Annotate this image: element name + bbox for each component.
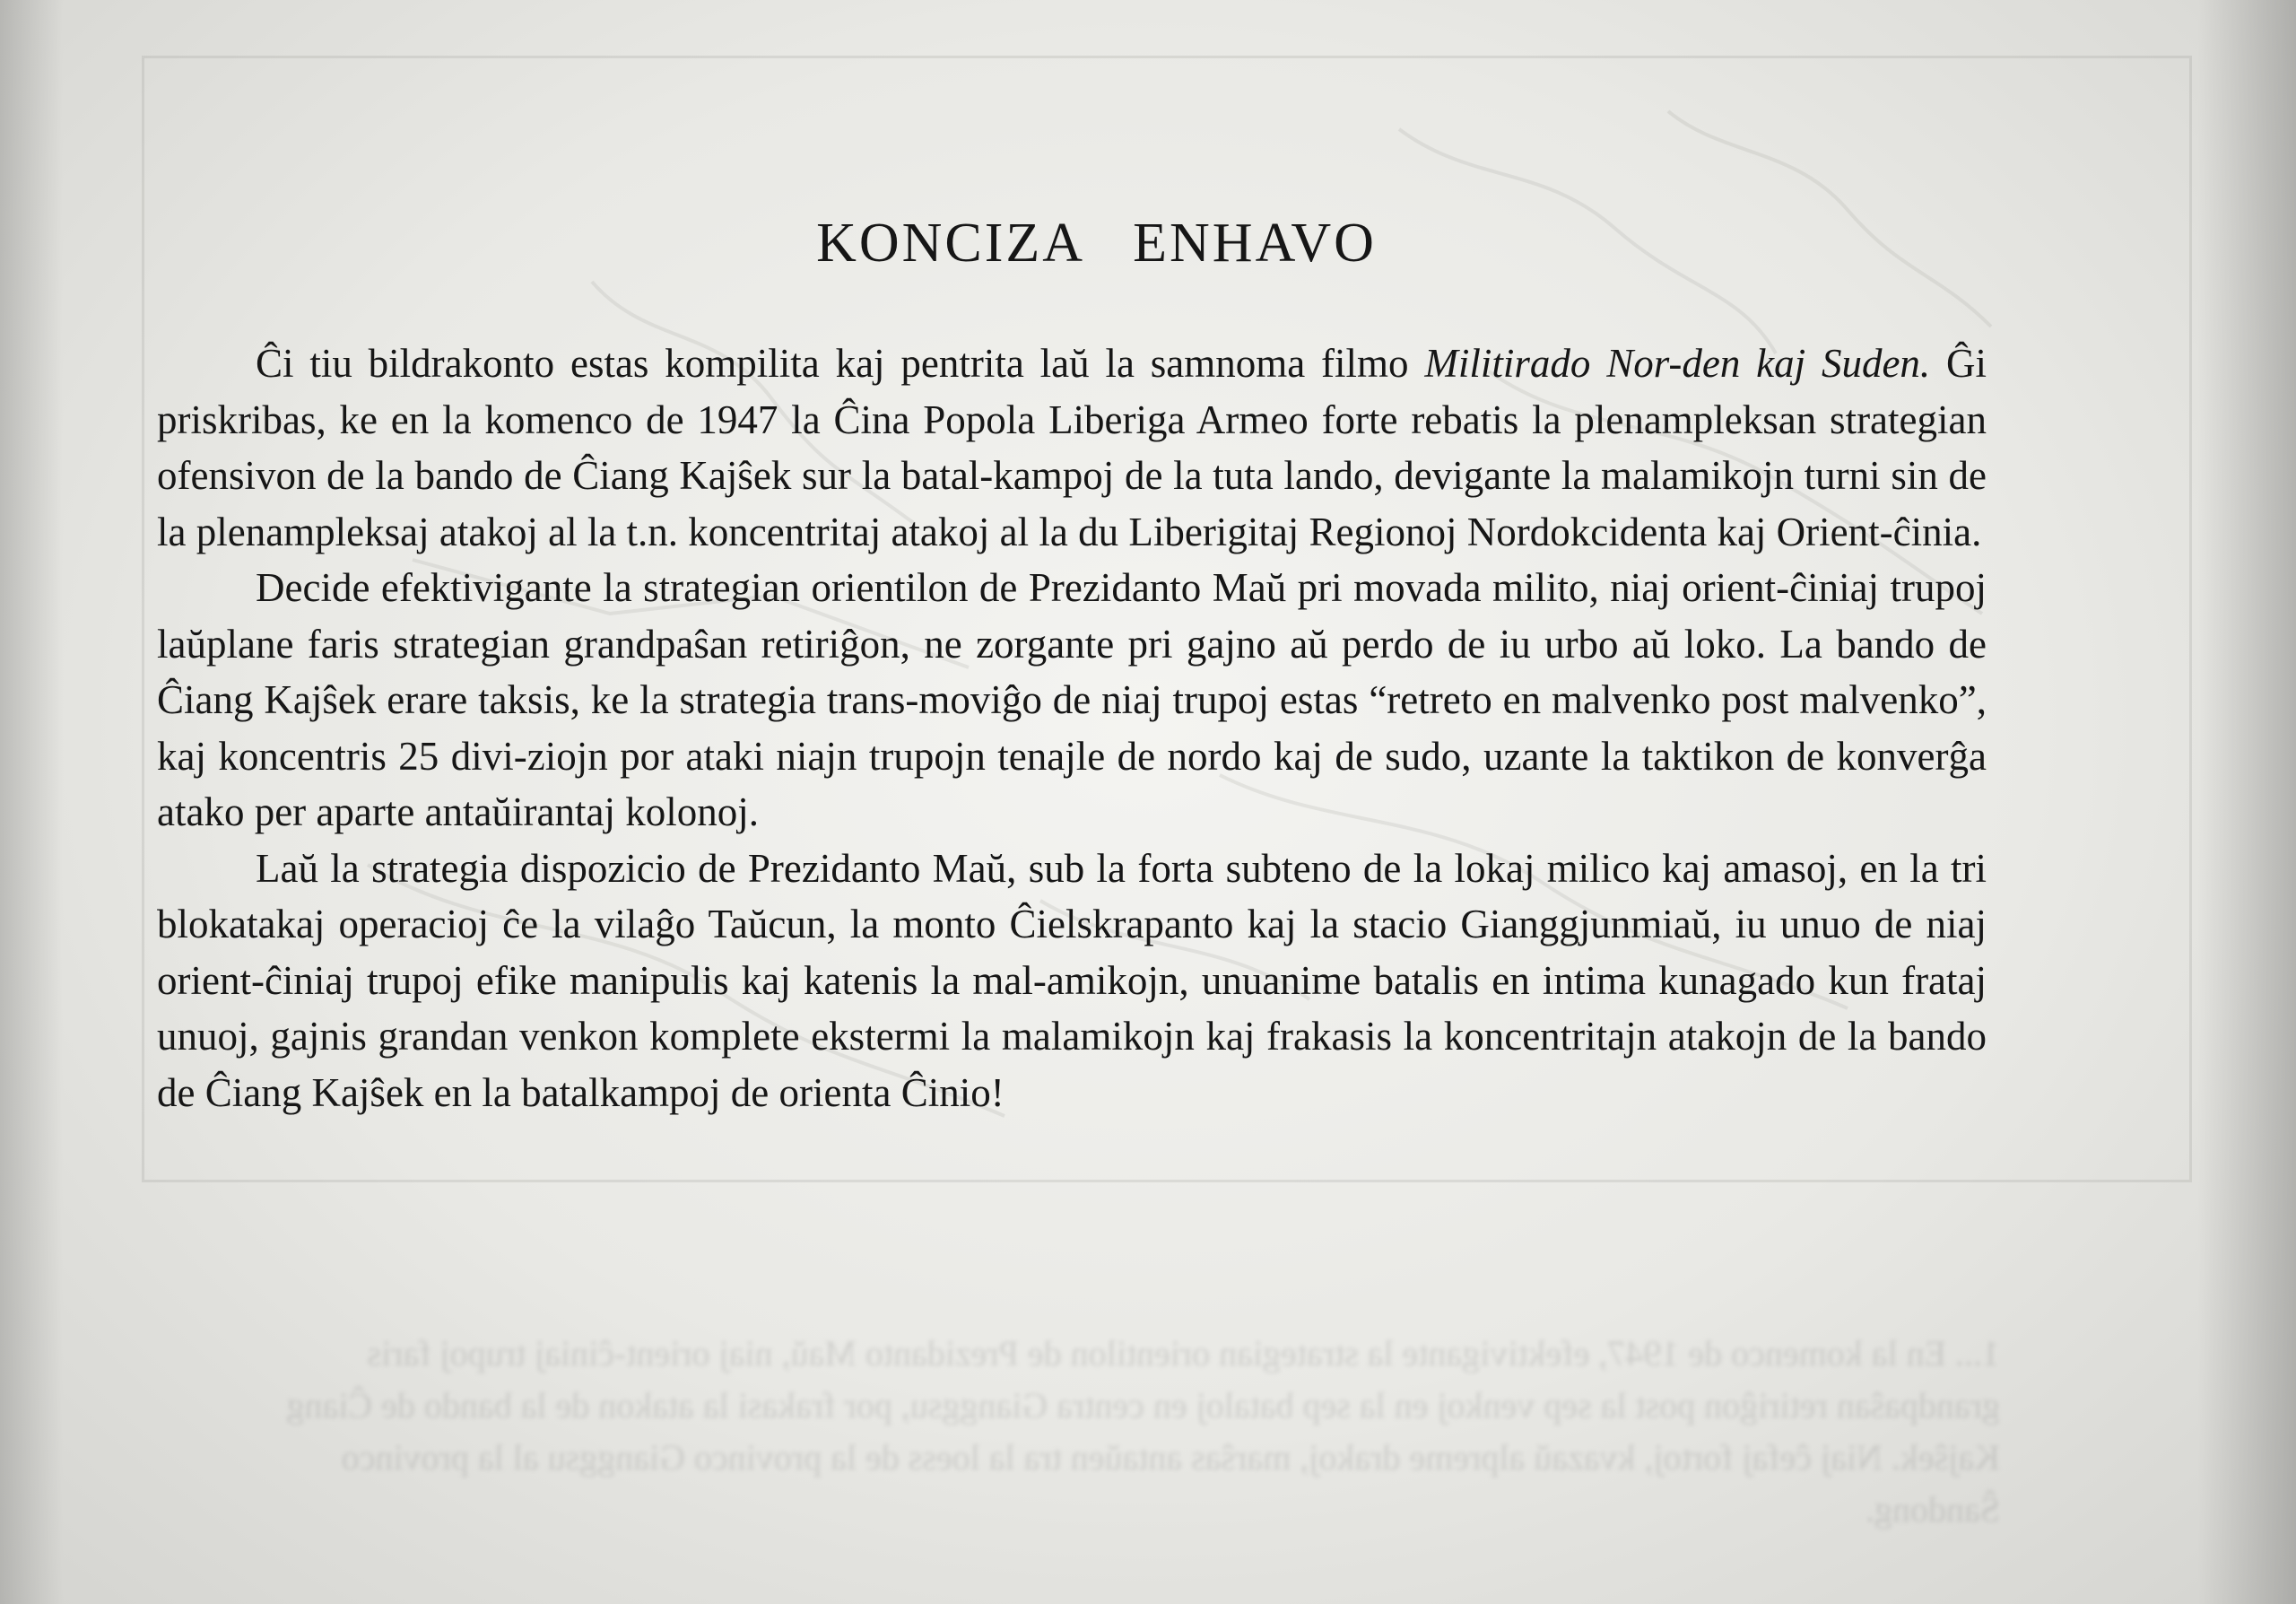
page-edge-shadow-right: [2197, 0, 2296, 1604]
document-body: [157, 336, 1987, 1120]
paragraph-1-text-a: Ĉi tiu bildrakonto estas kompilita kaj pentrita laŭ la samnoma filmo: [256, 341, 1425, 386]
film-title: Militirado Nor-den kaj Suden.: [1424, 341, 1931, 386]
document-title: KONCIZA ENHAVO: [816, 213, 1377, 274]
paragraph-1: [157, 336, 1987, 560]
paragraph-3: [157, 841, 1987, 1121]
paragraph-2-text: Decide efektivigante la strategian orientilon de Prezidanto Maŭ pri movada milito, niaj orient-ĉiniaj trupoj laŭplane faris strategian grandpaŝan retiriĝon, ne zorgante pri gajno aŭ perdo de iu urbo aŭ loko. La bando de Ĉiang Kajŝek erare taksis, ke la strategia trans-moviĝo de niaj trupoj estas “retreto en malvenko post malvenko”, kaj koncentris 25 divi-ziojn por ataki niajn trupojn tenajle de nordo kaj de sudo, uzante la taktikon de konverĝa atako per aparte antaŭirantaj kolonoj.: [157, 565, 1987, 834]
show-through-caption: 1... En la komenco de 1947, efektivigante la strategian orientilon de Prezidanto Maŭ, niaj orient-ĉiniaj trupoj faris grandpaŝan retiriĝon post la sep venkoj en la sep bataloj en centra Gianggsu, por frakasi la atakon de la bando de Ĉiang Kajŝek. Niaj ĉefaj fortoj, kvazaŭ alpreme drakoj, marŝas antaŭen tra la loess de la provinco Gianggsu al la provinco Ŝandong.: [286, 1333, 2000, 1530]
paragraph-2: [157, 560, 1987, 841]
paragraph-1-text-b: Ĝi priskribas, ke en la komenco de 1947 la Ĉina Popola Liberiga Armeo forte rebatis la plenampleksan strategian ofensivon de la bando de Ĉiang Kajŝek sur la batal-kampoj de la tuta lando, devigante la malamikojn turni sin de la plenampleksaj atakoj al la t.n. koncentritaj atakoj al la du Liberigitaj Regionoj Nordokcidenta kaj Orient-ĉinia.: [157, 341, 1987, 554]
paragraph-3-text: Laŭ la strategia dispozicio de Prezidanto Maŭ, sub la forta subteno de la lokaj milico kaj amasoj, en la tri blokatakaj operacioj ĉe la vilaĝo Taŭcun, la monto Ĉielskrapanto kaj la stacio Gianggjunmiaŭ, iu unuo de niaj orient-ĉiniaj trupoj efike manipulis kaj katenis la mal-amikojn, unuanime batalis en intima kunagado kun frataj unuoj, gajnis grandan venkon komplete ekstermi la malamikojn kaj frakasis la koncentritajn atakojn de la bando de Ĉiang Kajŝek en la batalkampoj de orienta Ĉinio!: [157, 845, 1987, 1115]
